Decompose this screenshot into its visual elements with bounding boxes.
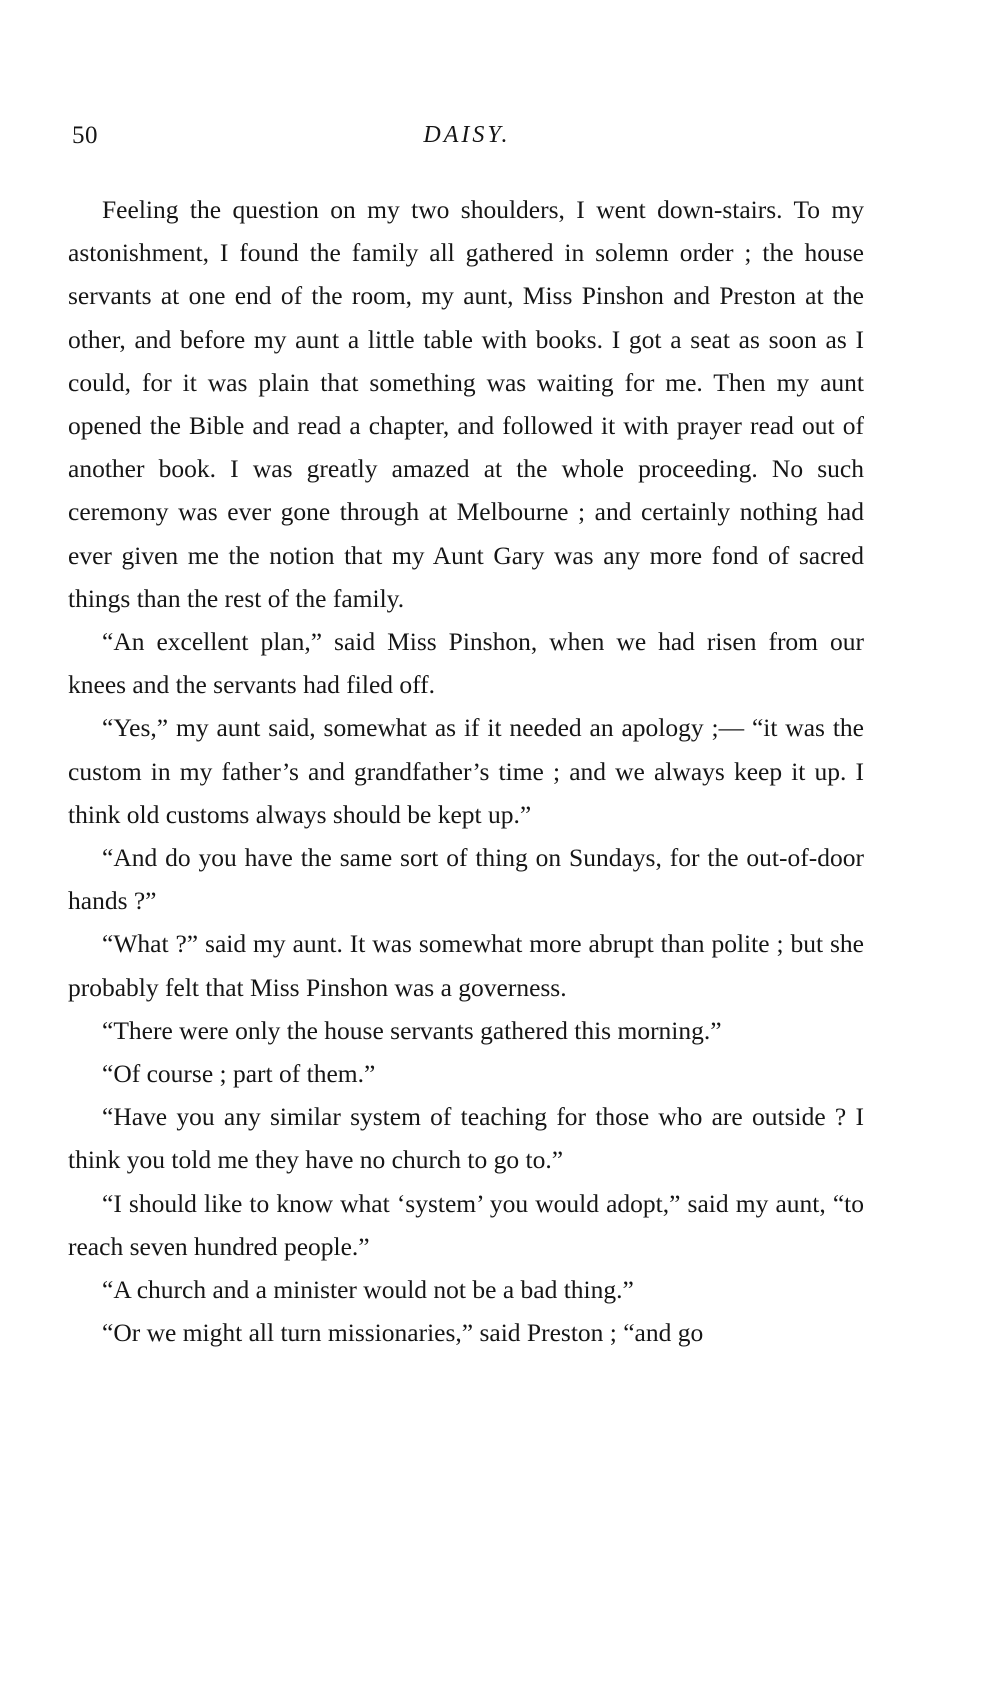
page-header <box>72 122 862 162</box>
paragraph: “Or we might all turn missionaries,” said Preston ; “and go <box>102 1318 704 1348</box>
paragraph: “Of course ; part of them.” <box>102 1059 376 1089</box>
paragraph: Feeling the question on my two shoulders, I went down-stairs. To my astonishment, I found the family all gathered in solemn order ; the house servants at one end of the room, my aunt, Miss Pinshon and Preston at the other, and before my aunt a little table with books. I got a seat as soon as I could, for it was plain that something was waiting for me. Then my aunt opened the Bible and read a chapter, and followed it with prayer read out of another book. I was greatly amazed at the whole proceeding. No such ceremony was ever gone through at Melbourne ; and certainly nothing had ever given me the notion that my Aunt Gary was any more fond of sacred things than the rest of the family. <box>68 195 864 613</box>
paragraph: “A church and a minister would not be a bad thing.” <box>102 1275 634 1305</box>
paragraph: “Yes,” my aunt said, somewhat as if it needed an apology ;— “it was the custom in my father’s and grandfather’s time ; and we always keep it up. I think old customs always should be kept up.” <box>68 713 864 829</box>
paragraph: “Have you any similar system of teaching for those who are outside ? I think you told me they have no church to go to.” <box>68 1102 864 1175</box>
page-number: 50 <box>72 122 98 149</box>
paragraph: “An excellent plan,” said Miss Pinshon, when we had risen from our knees and the servants had filed off. <box>68 627 864 700</box>
paragraph: “What ?” said my aunt. It was somewhat more abrupt than polite ; but she probably felt that Miss Pinshon was a governess. <box>68 929 864 1002</box>
paragraph: “I should like to know what ‘system’ you would adopt,” said my aunt, “to reach seven hundred people.” <box>68 1188 864 1261</box>
paragraph: “And do you have the same sort of thing on Sundays, for the out-of-door hands ?” <box>68 843 864 916</box>
running-title: DAISY. <box>423 122 511 148</box>
paragraph: “There were only the house servants gathered this morning.” <box>102 1015 722 1045</box>
body-text <box>68 188 864 1354</box>
